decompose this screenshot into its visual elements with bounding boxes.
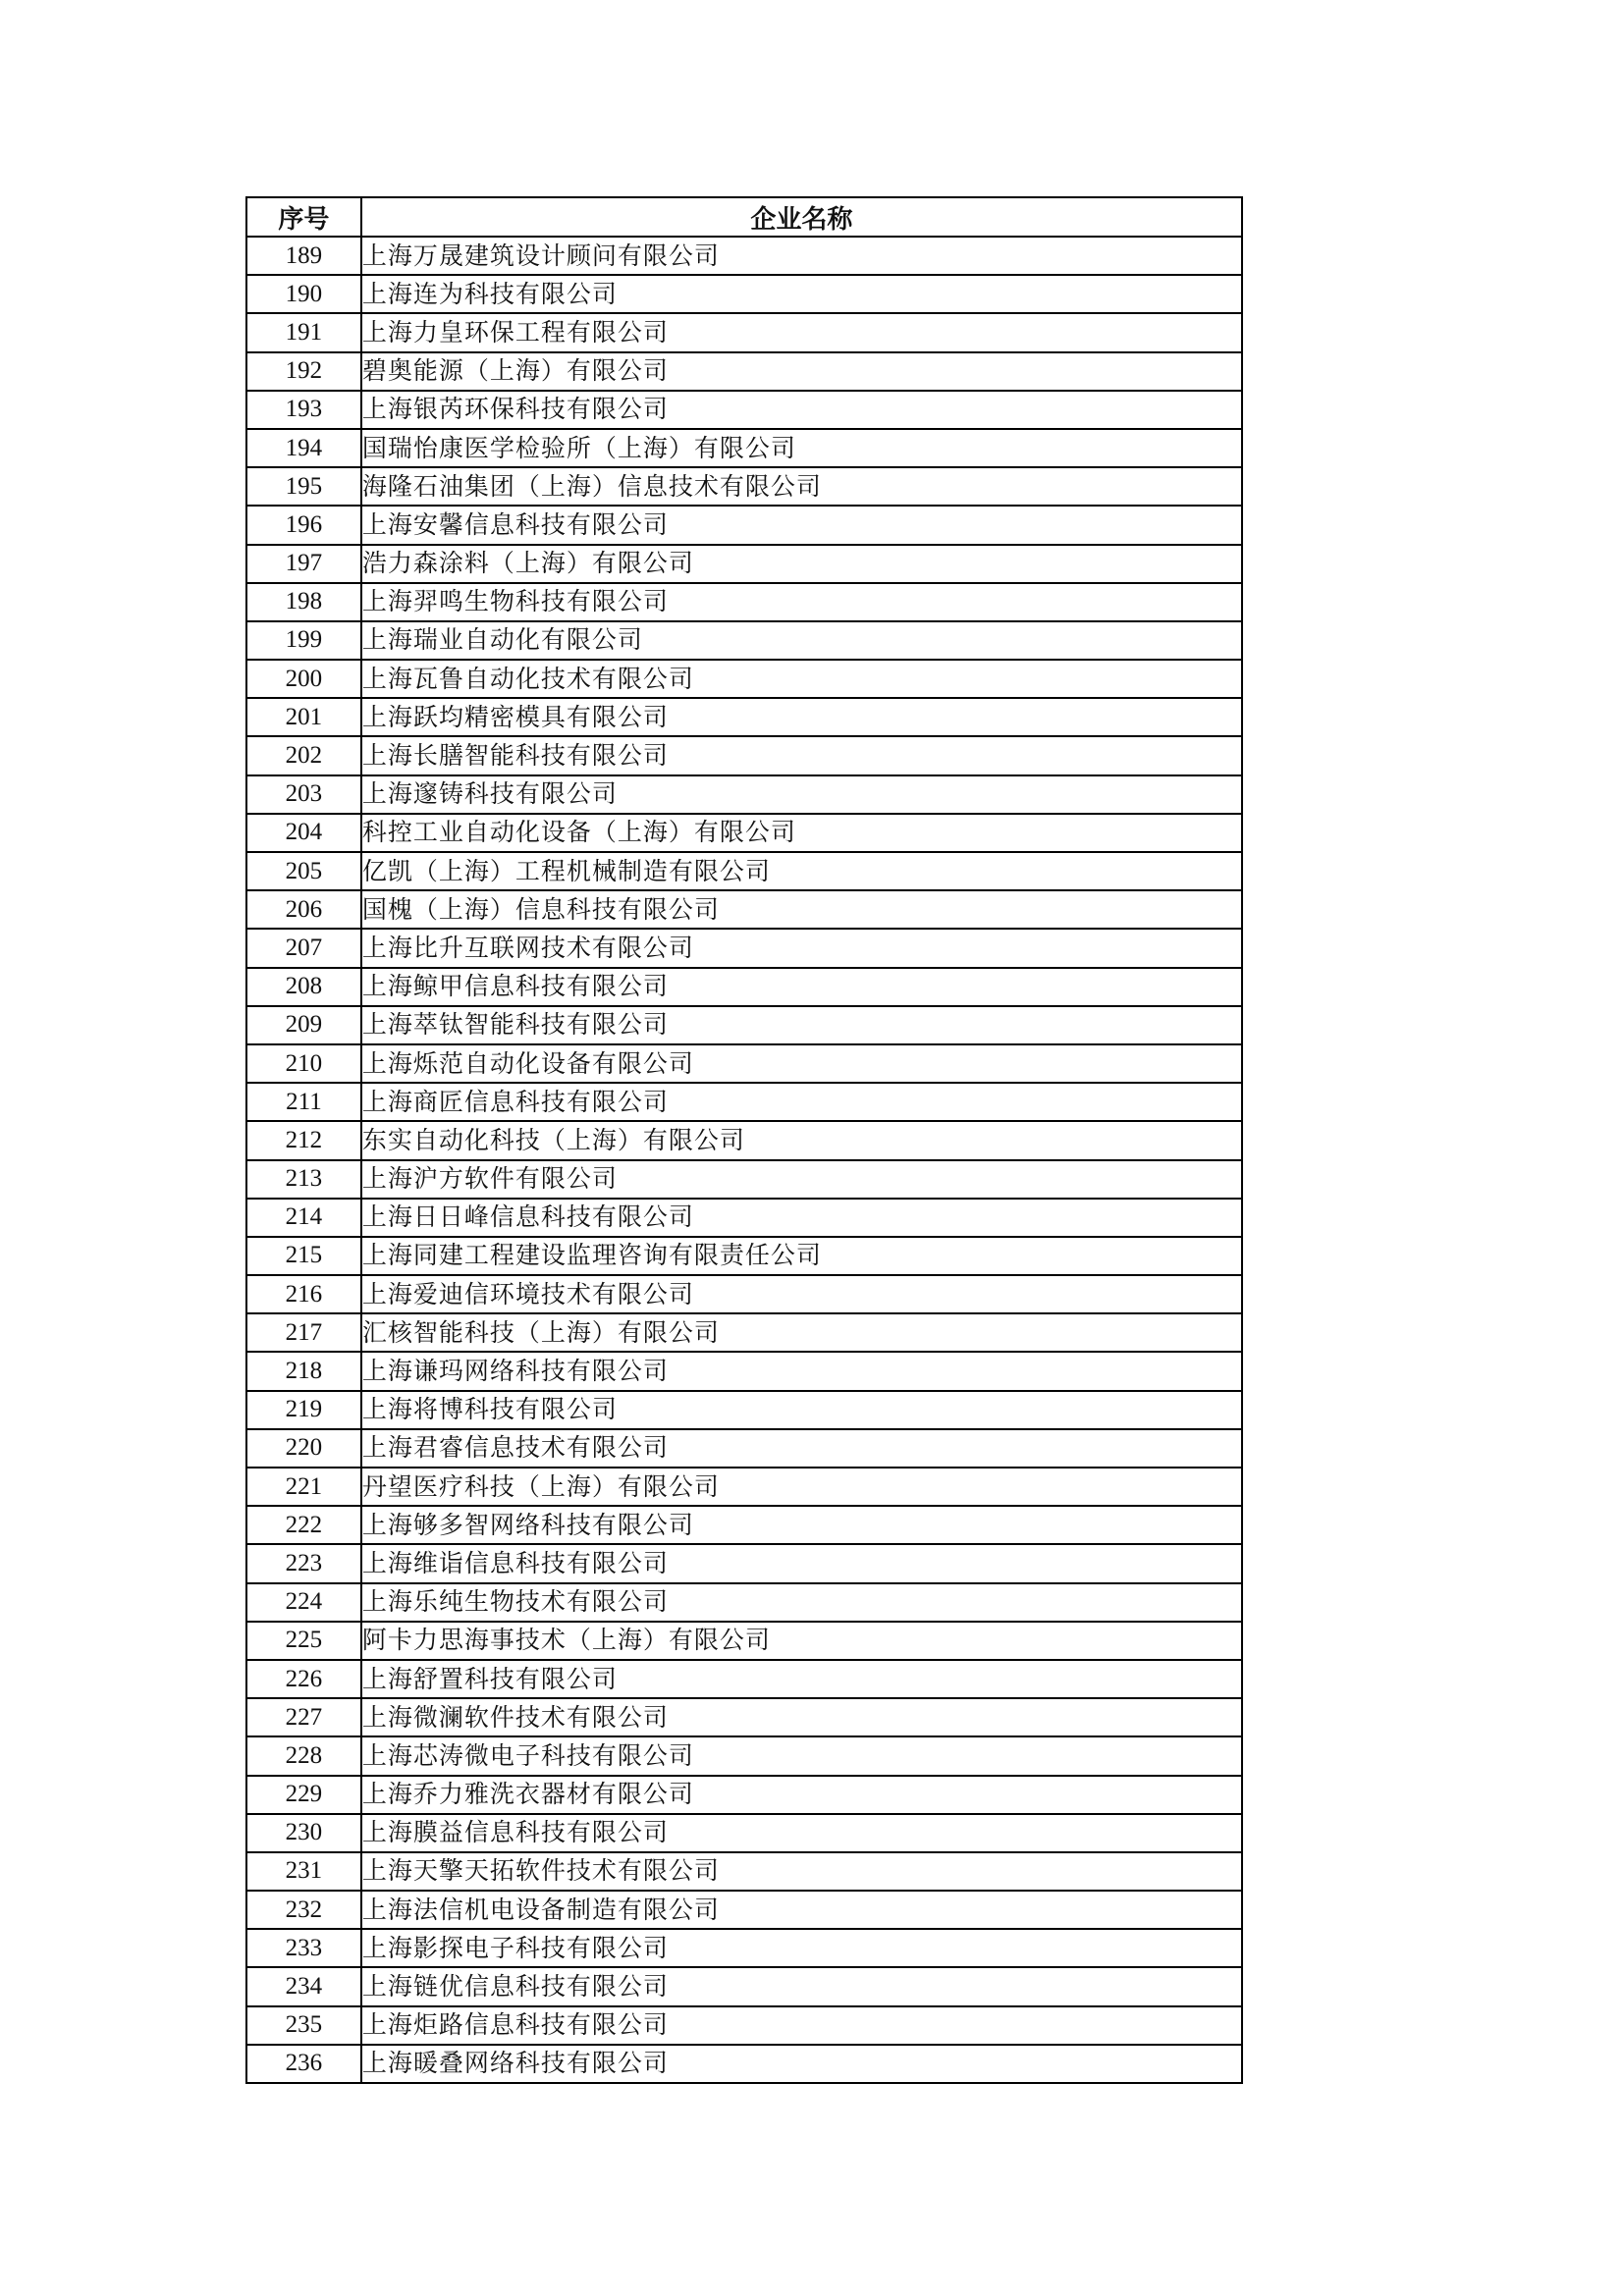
serial-number-cell: 231 xyxy=(246,1852,361,1891)
enterprise-name-cell: 上海万晟建筑设计顾问有限公司 xyxy=(361,237,1242,275)
serial-number-cell: 229 xyxy=(246,1776,361,1814)
enterprise-name-cell: 阿卡力思海事技术（上海）有限公司 xyxy=(361,1622,1242,1660)
enterprise-name-cell: 上海沪方软件有限公司 xyxy=(361,1160,1242,1199)
table-row xyxy=(246,660,1242,698)
enterprise-name-cell: 上海鲸甲信息科技有限公司 xyxy=(361,968,1242,1006)
enterprise-name-cell: 上海乔力雅洗衣器材有限公司 xyxy=(361,1776,1242,1814)
enterprise-name-cell: 上海维诣信息科技有限公司 xyxy=(361,1544,1242,1582)
table-row xyxy=(246,1199,1242,1237)
serial-number-cell: 192 xyxy=(246,352,361,391)
serial-number-cell: 207 xyxy=(246,929,361,967)
serial-number-cell: 216 xyxy=(246,1275,361,1313)
table-row xyxy=(246,1852,1242,1891)
table-row xyxy=(246,929,1242,967)
serial-number-cell: 215 xyxy=(246,1237,361,1275)
enterprise-name-cell: 上海邃铸科技有限公司 xyxy=(361,775,1242,814)
enterprise-name-cell: 国槐（上海）信息科技有限公司 xyxy=(361,890,1242,929)
enterprise-name-cell: 上海银芮环保科技有限公司 xyxy=(361,391,1242,429)
table-row xyxy=(246,890,1242,929)
serial-number-cell: 190 xyxy=(246,275,361,313)
serial-number-cell: 213 xyxy=(246,1160,361,1199)
table-row xyxy=(246,545,1242,583)
table-row xyxy=(246,1006,1242,1044)
enterprise-name-cell: 碧奥能源（上海）有限公司 xyxy=(361,352,1242,391)
serial-number-cell: 194 xyxy=(246,429,361,467)
table-row xyxy=(246,275,1242,313)
serial-number-cell: 226 xyxy=(246,1660,361,1698)
enterprise-name-cell: 上海炬路信息科技有限公司 xyxy=(361,2006,1242,2045)
enterprise-name-cell: 海隆石油集团（上海）信息技术有限公司 xyxy=(361,467,1242,506)
serial-number-cell: 217 xyxy=(246,1313,361,1352)
enterprise-name-cell: 上海芯涛微电子科技有限公司 xyxy=(361,1736,1242,1775)
serial-number-cell: 214 xyxy=(246,1199,361,1237)
enterprise-name-cell: 上海膜益信息科技有限公司 xyxy=(361,1814,1242,1852)
table-row xyxy=(246,968,1242,1006)
enterprise-name-cell: 汇核智能科技（上海）有限公司 xyxy=(361,1313,1242,1352)
column-header-enterprise-name: 企业名称 xyxy=(361,197,1242,237)
table-row xyxy=(246,1967,1242,2005)
enterprise-name-cell: 上海瓦鲁自动化技术有限公司 xyxy=(361,660,1242,698)
table-row xyxy=(246,429,1242,467)
enterprise-name-cell: 科控工业自动化设备（上海）有限公司 xyxy=(361,814,1242,852)
enterprise-name-cell: 上海商匠信息科技有限公司 xyxy=(361,1083,1242,1121)
enterprise-name-cell: 上海力皇环保工程有限公司 xyxy=(361,313,1242,351)
enterprise-name-cell: 浩力森涂料（上海）有限公司 xyxy=(361,545,1242,583)
enterprise-name-cell: 上海暖叠网络科技有限公司 xyxy=(361,2045,1242,2083)
table-row xyxy=(246,1698,1242,1736)
enterprise-name-cell: 上海链优信息科技有限公司 xyxy=(361,1967,1242,2005)
enterprise-name-cell: 上海微澜软件技术有限公司 xyxy=(361,1698,1242,1736)
enterprise-name-cell: 上海比升互联网技术有限公司 xyxy=(361,929,1242,967)
serial-number-cell: 210 xyxy=(246,1044,361,1083)
serial-number-cell: 225 xyxy=(246,1622,361,1660)
table-row xyxy=(246,814,1242,852)
serial-number-cell: 218 xyxy=(246,1352,361,1390)
table-row xyxy=(246,775,1242,814)
serial-number-cell: 196 xyxy=(246,506,361,544)
enterprise-name-cell: 上海将博科技有限公司 xyxy=(361,1391,1242,1429)
enterprise-name-cell: 上海烁范自动化设备有限公司 xyxy=(361,1044,1242,1083)
serial-number-cell: 236 xyxy=(246,2045,361,2083)
table-row xyxy=(246,1544,1242,1582)
table-row xyxy=(246,1506,1242,1544)
enterprise-name-cell: 上海羿鸣生物科技有限公司 xyxy=(361,583,1242,621)
table-body xyxy=(246,237,1242,2083)
table-row xyxy=(246,1429,1242,1468)
serial-number-cell: 191 xyxy=(246,313,361,351)
serial-number-cell: 211 xyxy=(246,1083,361,1121)
serial-number-cell: 198 xyxy=(246,583,361,621)
table-row xyxy=(246,1160,1242,1199)
table-row xyxy=(246,2006,1242,2045)
table-row xyxy=(246,1583,1242,1622)
serial-number-cell: 220 xyxy=(246,1429,361,1468)
enterprise-name-cell: 上海爱迪信环境技术有限公司 xyxy=(361,1275,1242,1313)
table-row xyxy=(246,583,1242,621)
table-row xyxy=(246,352,1242,391)
table-row xyxy=(246,1121,1242,1159)
enterprise-name-cell: 上海日日峰信息科技有限公司 xyxy=(361,1199,1242,1237)
enterprise-name-cell: 上海君睿信息技术有限公司 xyxy=(361,1429,1242,1468)
serial-number-cell: 205 xyxy=(246,852,361,890)
serial-number-cell: 232 xyxy=(246,1891,361,1929)
table-row xyxy=(246,852,1242,890)
table-row xyxy=(246,1929,1242,1967)
serial-number-cell: 219 xyxy=(246,1391,361,1429)
enterprise-name-cell: 上海天擎天拓软件技术有限公司 xyxy=(361,1852,1242,1891)
serial-number-cell: 193 xyxy=(246,391,361,429)
enterprise-name-cell: 上海萃钛智能科技有限公司 xyxy=(361,1006,1242,1044)
serial-number-cell: 228 xyxy=(246,1736,361,1775)
table-row xyxy=(246,391,1242,429)
enterprise-name-cell: 上海长膳智能科技有限公司 xyxy=(361,736,1242,774)
table-row xyxy=(246,1313,1242,1352)
table-row xyxy=(246,1352,1242,1390)
serial-number-cell: 189 xyxy=(246,237,361,275)
table-row xyxy=(246,467,1242,506)
table-row xyxy=(246,1660,1242,1698)
table-row xyxy=(246,736,1242,774)
table-row xyxy=(246,1814,1242,1852)
table-row xyxy=(246,698,1242,736)
serial-number-cell: 222 xyxy=(246,1506,361,1544)
table-row xyxy=(246,1622,1242,1660)
serial-number-cell: 206 xyxy=(246,890,361,929)
table-row xyxy=(246,1275,1242,1313)
enterprise-name-cell: 上海瑞业自动化有限公司 xyxy=(361,621,1242,660)
serial-number-cell: 203 xyxy=(246,775,361,814)
enterprise-name-cell: 上海安馨信息科技有限公司 xyxy=(361,506,1242,544)
table-row xyxy=(246,1391,1242,1429)
serial-number-cell: 221 xyxy=(246,1468,361,1506)
serial-number-cell: 202 xyxy=(246,736,361,774)
table-row xyxy=(246,313,1242,351)
enterprise-name-cell: 上海连为科技有限公司 xyxy=(361,275,1242,313)
table-row xyxy=(246,506,1242,544)
enterprise-name-cell: 上海够多智网络科技有限公司 xyxy=(361,1506,1242,1544)
enterprise-list-table xyxy=(245,196,1243,2084)
serial-number-cell: 197 xyxy=(246,545,361,583)
table-row xyxy=(246,1736,1242,1775)
table-row xyxy=(246,1468,1242,1506)
enterprise-name-cell: 上海同建工程建设监理咨询有限责任公司 xyxy=(361,1237,1242,1275)
serial-number-cell: 212 xyxy=(246,1121,361,1159)
enterprise-name-cell: 上海乐纯生物技术有限公司 xyxy=(361,1583,1242,1622)
serial-number-cell: 208 xyxy=(246,968,361,1006)
serial-number-cell: 233 xyxy=(246,1929,361,1967)
table-row xyxy=(246,1083,1242,1121)
table-row xyxy=(246,2045,1242,2083)
serial-number-cell: 224 xyxy=(246,1583,361,1622)
enterprise-name-cell: 上海谦玛网络科技有限公司 xyxy=(361,1352,1242,1390)
table-header-row xyxy=(246,197,1242,237)
serial-number-cell: 209 xyxy=(246,1006,361,1044)
serial-number-cell: 223 xyxy=(246,1544,361,1582)
column-header-serial-number: 序号 xyxy=(246,197,361,237)
serial-number-cell: 200 xyxy=(246,660,361,698)
table-row xyxy=(246,237,1242,275)
table-row xyxy=(246,1044,1242,1083)
serial-number-cell: 201 xyxy=(246,698,361,736)
table-row xyxy=(246,1891,1242,1929)
enterprise-name-cell: 国瑞怡康医学检验所（上海）有限公司 xyxy=(361,429,1242,467)
table-row xyxy=(246,1776,1242,1814)
serial-number-cell: 234 xyxy=(246,1967,361,2005)
enterprise-name-cell: 上海法信机电设备制造有限公司 xyxy=(361,1891,1242,1929)
serial-number-cell: 235 xyxy=(246,2006,361,2045)
enterprise-name-cell: 东实自动化科技（上海）有限公司 xyxy=(361,1121,1242,1159)
enterprise-name-cell: 上海舒置科技有限公司 xyxy=(361,1660,1242,1698)
serial-number-cell: 204 xyxy=(246,814,361,852)
serial-number-cell: 199 xyxy=(246,621,361,660)
enterprise-name-cell: 上海影探电子科技有限公司 xyxy=(361,1929,1242,1967)
serial-number-cell: 227 xyxy=(246,1698,361,1736)
table-row xyxy=(246,1237,1242,1275)
enterprise-name-cell: 丹望医疗科技（上海）有限公司 xyxy=(361,1468,1242,1506)
serial-number-cell: 195 xyxy=(246,467,361,506)
enterprise-name-cell: 上海跃均精密模具有限公司 xyxy=(361,698,1242,736)
enterprise-name-cell: 亿凯（上海）工程机械制造有限公司 xyxy=(361,852,1242,890)
serial-number-cell: 230 xyxy=(246,1814,361,1852)
table-row xyxy=(246,621,1242,660)
